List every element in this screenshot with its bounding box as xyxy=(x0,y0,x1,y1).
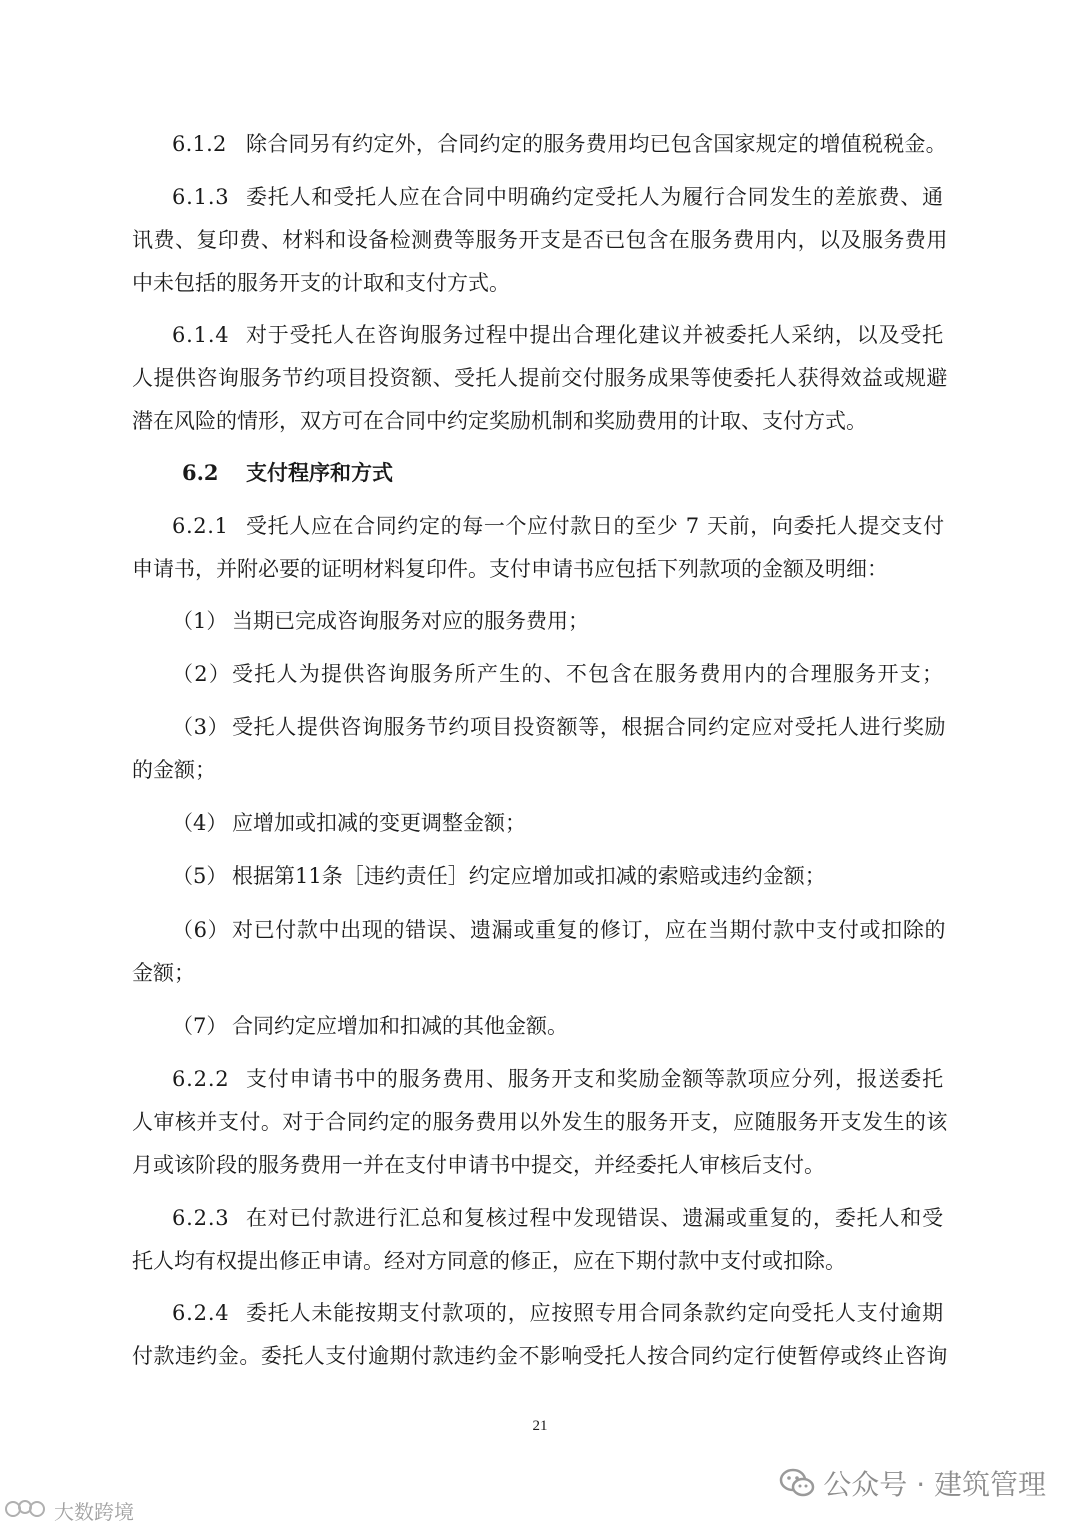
watermark-brand xyxy=(4,1496,134,1524)
list-item xyxy=(132,606,589,636)
page-number: 21 xyxy=(532,1418,548,1434)
clause-number: 6.2.3 xyxy=(172,1206,230,1230)
clause-number: 6.2.4 xyxy=(172,1301,230,1325)
paragraph-line xyxy=(132,1203,944,1233)
list-item-text: 的金额； xyxy=(132,758,216,782)
list-item xyxy=(132,1011,568,1041)
paragraph-text: 月或该阶段的服务费用一并在支付申请书中提交，并经委托人审核后支付。 xyxy=(132,1153,825,1177)
list-item-number: （6） xyxy=(172,918,230,942)
paragraph-text: 对于受托人在咨询服务过程中提出合理化建议并被委托人采纳，以及受托 xyxy=(246,323,944,347)
list-item xyxy=(132,659,944,689)
paragraph-text: 人审核并支付。对于合同约定的服务费用以外发生的服务开支，应随服务开支发生的该 xyxy=(132,1110,948,1134)
paragraph-text: 申请书，并附必要的证明材料复印件。支付申请书应包括下列款项的金额及明细： xyxy=(132,557,888,581)
list-item-text: 受托人为提供咨询服务所产生的、不包含在服务费用内的合理服务开支； xyxy=(232,662,945,686)
paragraph-line xyxy=(132,268,510,298)
section-number: 6.2 xyxy=(182,460,219,485)
list-item-number: （4） xyxy=(172,811,228,835)
paragraph-line xyxy=(132,363,948,393)
clause-number: 6.1.4 xyxy=(172,323,230,347)
paragraph-line xyxy=(132,511,945,541)
list-item xyxy=(132,712,946,742)
watermark-wechat xyxy=(779,1463,1046,1503)
paragraph-line xyxy=(132,1107,948,1137)
list-item xyxy=(132,808,526,838)
paragraph-line xyxy=(132,320,944,350)
paragraph-text: 受托人应在合同约定的每一个应付款日的至少 7 天前，向委托人提交支付 xyxy=(246,514,945,538)
list-item-text: 对已付款中出现的错误、遗漏或重复的修订，应在当期付款中支付或扣除的 xyxy=(232,918,947,942)
paragraph-line xyxy=(132,225,948,255)
list-item-text: 金额； xyxy=(132,961,195,985)
list-item-text: 应增加或扣减的变更调整金额； xyxy=(232,811,526,835)
list-item-number: （3） xyxy=(172,715,230,739)
paragraph-text: 托人均有权提出修正申请。经对方同意的修正，应在下期付款中支付或扣除。 xyxy=(132,1249,846,1273)
paragraph-line xyxy=(132,755,216,785)
list-item-text: 根据第11条［违约责任］约定应增加或扣减的索赔或违约金额； xyxy=(232,864,826,888)
paragraph-line xyxy=(132,182,944,212)
clause-number: 6.2.2 xyxy=(172,1067,230,1091)
section-heading xyxy=(132,458,393,488)
clause-number: 6.1.3 xyxy=(172,185,230,209)
paragraph-line xyxy=(132,1064,944,1094)
watermark-text: 公众号 · 建筑管理 xyxy=(823,1468,1046,1501)
paragraph-line xyxy=(132,1298,944,1328)
list-item xyxy=(132,915,946,945)
paragraph-line xyxy=(132,1341,948,1371)
paragraph-line xyxy=(132,406,867,436)
brand-text: 大数跨境 xyxy=(54,1499,134,1524)
brand-logo-icon xyxy=(4,1497,50,1524)
paragraph-text: 除合同另有约定外，合同约定的服务费用均已包含国家规定的增值税税金。 xyxy=(246,132,947,156)
paragraph-line xyxy=(132,554,888,584)
list-item-number: （1） xyxy=(172,609,228,633)
list-item-number: （5） xyxy=(172,864,228,888)
paragraph-text: 支付申请书中的服务费用、服务开支和奖励金额等款项应分列，报送委托 xyxy=(246,1067,944,1091)
paragraph-text: 在对已付款进行汇总和复核过程中发现错误、遗漏或重复的，委托人和受 xyxy=(246,1206,944,1230)
list-item-number: （2） xyxy=(172,662,232,686)
clause-number: 6.2.1 xyxy=(172,514,229,538)
paragraph-text: 中未包括的服务开支的计取和支付方式。 xyxy=(132,271,510,295)
wechat-icon xyxy=(779,1467,815,1499)
clause-number: 6.1.2 xyxy=(172,132,227,156)
paragraph-text: 委托人和受托人应在合同中明确约定受托人为履行合同发生的差旅费、通 xyxy=(246,185,944,209)
paragraph-line xyxy=(132,958,195,988)
list-item-text: 合同约定应增加和扣减的其他金额。 xyxy=(232,1014,568,1038)
paragraph-line xyxy=(132,1246,846,1276)
paragraph-text: 人提供咨询服务节约项目投资额、受托人提前交付服务成果等使委托人获得效益或规避 xyxy=(132,366,948,390)
list-item xyxy=(132,861,826,891)
paragraph-text: 潜在风险的情形，双方可在合同中约定奖励机制和奖励费用的计取、支付方式。 xyxy=(132,409,867,433)
section-title: 支付程序和方式 xyxy=(246,460,393,485)
paragraph-text: 付款违约金。委托人支付逾期付款违约金不影响受托人按合同约定行使暂停或终止咨询 xyxy=(132,1344,948,1368)
list-item-number: （7） xyxy=(172,1014,228,1038)
paragraph-text: 讯费、复印费、材料和设备检测费等服务开支是否已包含在服务费用内，以及服务费用 xyxy=(132,228,948,252)
paragraph-line xyxy=(132,1150,825,1180)
list-item-text: 受托人提供咨询服务节约项目投资额等，根据合同约定应对受托人进行奖励 xyxy=(232,715,947,739)
list-item-text: 当期已完成咨询服务对应的服务费用； xyxy=(232,609,589,633)
paragraph-line xyxy=(132,129,947,159)
paragraph-text: 委托人未能按期支付款项的，应按照专用合同条款约定向受托人支付逾期 xyxy=(246,1301,944,1325)
